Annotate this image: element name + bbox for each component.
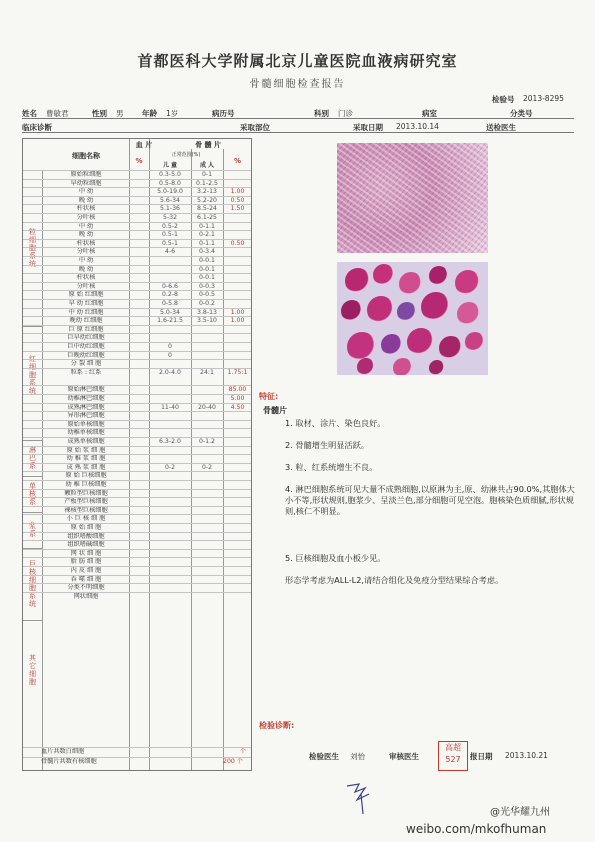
blood-cell	[345, 268, 371, 294]
cell-value: 0-2	[201, 463, 213, 471]
section-label: 红细胞系统	[23, 326, 42, 422]
blood-cell	[341, 300, 363, 322]
cell-name: 网状细胞	[73, 592, 99, 600]
watermark-handle: @光华耀九州	[490, 807, 550, 818]
cell-value: 20-40	[198, 403, 216, 411]
report-title: 骨髓细胞检查报告	[249, 79, 346, 90]
sex-label: 性别	[92, 109, 107, 118]
cell-value: 0-5.8	[161, 300, 178, 307]
blood-cell	[439, 336, 463, 360]
collect-date: 2013.10.14	[396, 122, 439, 131]
total-blood-value: 个	[239, 748, 247, 755]
cell-value: 0	[168, 351, 172, 359]
cell-value: 0-2	[164, 463, 176, 471]
bone-marrow-smear-high-power	[337, 262, 488, 375]
cell-name: 分叶核	[76, 282, 96, 290]
finding-conclusion: 形态学考虑为ALL-L2,请结合组化及免疫分型结果综合考虑。	[285, 575, 504, 585]
lab-no: 2013-8295	[523, 94, 564, 103]
cell-name: 巨晚幼红细胞	[67, 351, 105, 359]
cell-value: 4-6	[164, 248, 176, 256]
blood-cell	[421, 292, 451, 322]
cell-name: 原始粒细胞	[70, 171, 102, 178]
cell-name: 原 始 巨核细胞	[65, 472, 107, 480]
rule-2	[22, 132, 574, 133]
cell-name: 成 熟 浆 细 胞	[66, 463, 106, 471]
dept-label: 科别	[314, 109, 329, 118]
cell-name: 组织嗜酸细胞	[67, 532, 105, 540]
cell-value: 5.1-36	[160, 205, 180, 213]
cell-value: 0.3-5.0	[159, 171, 181, 178]
cell-name: 杆状核	[76, 239, 96, 247]
cell-value: 0.50	[230, 239, 245, 247]
cell-value: 85.00	[228, 386, 247, 394]
cell-name: 早 幼 红细胞	[68, 300, 104, 307]
cell-value: 0-0.1	[198, 265, 215, 273]
blood-cell	[381, 334, 403, 356]
col-pct-marrow: %	[233, 157, 241, 165]
blood-cell	[465, 332, 485, 352]
age-label: 年龄	[142, 109, 157, 118]
patient-sex: 男	[116, 109, 124, 118]
blood-cell	[457, 302, 481, 326]
total-blood-row	[23, 747, 251, 757]
cell-name: 晚 幼	[78, 265, 94, 273]
cell-value: 0-6.6	[161, 282, 178, 290]
cell-name: 巨中幼红细胞	[67, 343, 105, 350]
cell-value: 1.00	[230, 317, 245, 325]
cell-value: 0.50	[230, 196, 245, 204]
section-label: 其它细胞	[23, 620, 42, 718]
cell-name: 中 幼	[78, 188, 94, 196]
cell-value: 5.2-20	[197, 196, 217, 204]
cell-value: 5.6-34	[160, 196, 180, 204]
features-label: 特征:	[259, 392, 279, 401]
tester-label: 检验医生	[309, 752, 339, 761]
stamp-number: 527	[445, 755, 461, 764]
cell-name: 晚 幼	[78, 231, 94, 239]
cell-name: 晚 幼	[78, 196, 94, 204]
patient-dept: 门诊	[338, 109, 353, 118]
cell-name: 早幼粒细胞	[70, 179, 102, 187]
blood-cell	[357, 358, 375, 375]
cell-value: 0-1	[201, 171, 213, 178]
finding-2: 2. 骨髓增生明显活跃。	[285, 440, 370, 450]
cell-value: 1.50	[230, 205, 245, 213]
col-cell-name: 细胞名称	[72, 152, 100, 160]
cell-value: 0-1.1	[198, 222, 215, 230]
diag-label: 临床诊断	[22, 123, 52, 132]
cell-name: 小 巨 核 细 胞	[66, 515, 106, 523]
cell-value: 0.1-2.5	[196, 179, 218, 187]
cell-name: 晚幼 红细胞	[69, 317, 103, 325]
cell-value: 5.00	[230, 395, 245, 402]
blood-cell	[399, 272, 423, 296]
cell-name: 中 幼 红细胞	[68, 308, 104, 316]
site-label: 采取部位	[240, 123, 270, 132]
cell-name: 内 皮 细 胞	[70, 567, 102, 574]
cell-value: 2.0-4.0	[159, 368, 181, 376]
cell-value: 1.00	[230, 188, 245, 196]
cell-name: 中 幼	[78, 222, 94, 230]
cell-value: 6.1-25	[197, 214, 217, 221]
col-blood: 血 片	[135, 141, 153, 149]
total-marrow-label: 骨髓片共数有核细胞	[41, 758, 97, 765]
cell-value: 0-0.1	[198, 257, 215, 264]
total-blood-label: 血片共数白细胞	[41, 748, 85, 755]
patient-age: 1岁	[166, 109, 179, 118]
cell-name: 原 始 红细胞	[68, 291, 104, 299]
cell-value: 0-0.2	[198, 300, 215, 307]
cell-name: 中 幼	[78, 257, 94, 264]
section-label: 浆系	[23, 512, 42, 547]
section-label: 粒细胞系统	[23, 170, 42, 325]
cell-value: 11-40	[161, 403, 179, 411]
report-date-label: 报日期	[470, 752, 493, 761]
finding-5: 5. 巨核细胞及血小板少见。	[285, 553, 386, 563]
cell-value: 3.2-13	[197, 188, 217, 196]
cell-name: 成熟淋巴细胞	[67, 403, 105, 411]
cell-value: 0-3.4	[198, 248, 215, 256]
col-pct-blood: %	[135, 157, 143, 165]
ward-label: 病室	[422, 109, 437, 118]
cell-value: 5-32	[162, 214, 178, 221]
cell-value: 0.5-8.0	[159, 179, 181, 187]
cell-name: 产板型巨核细胞	[64, 498, 108, 506]
reviewer-stamp	[438, 741, 468, 771]
cell-name: 幼稚单核细胞	[67, 429, 105, 437]
cell-value: 0.5-1	[161, 231, 178, 239]
cell-value: 24:1	[200, 368, 214, 376]
cell-count-table	[22, 138, 252, 771]
cell-name: 巨早幼红细胞	[67, 334, 105, 342]
cell-value: 0	[168, 343, 172, 350]
cell-value: 3.8-13	[197, 308, 217, 316]
record-label: 病历号	[212, 109, 235, 118]
stamp-name: 高超	[445, 743, 461, 752]
bone-marrow-label: 骨髓片	[263, 406, 287, 415]
cell-value: 0-1.2	[198, 438, 215, 445]
cell-value: 5.0-19.0	[157, 188, 183, 196]
lab-no-label: 检验号	[492, 95, 515, 104]
blood-cell	[455, 270, 481, 296]
blood-cell	[407, 328, 435, 356]
table-row	[23, 592, 251, 602]
blood-cell	[373, 264, 395, 286]
cell-name: 网 状 细 胞	[70, 549, 102, 557]
cell-value: 8.5-24	[197, 205, 217, 213]
cell-name: 原 始 浆 细 胞	[66, 446, 106, 454]
cell-value: 1.75:1	[227, 368, 248, 376]
blood-cell	[347, 332, 377, 362]
cell-name: 裸核型巨核细胞	[64, 506, 108, 514]
cell-value: 0.5-2	[161, 222, 178, 230]
section-label: 淋巴系	[23, 440, 42, 475]
section-label: 单核系	[23, 476, 42, 511]
blood-cell	[429, 266, 449, 286]
finding-4: 4. 淋巴细胞系统可见大量不成熟细胞,以原淋为主,原、幼淋共占90.0%,其胞体大小不等,形状规则,胞浆少、呈淡兰色,部分细胞可见空泡。胞核染色质细腻,形状规则,核仁不明显。	[285, 484, 575, 516]
cell-value: 0-0.1	[198, 274, 215, 282]
cell-name: 分 裂 细 胞	[70, 360, 102, 368]
cell-name: 分类不明细胞	[67, 584, 105, 592]
cell-value: 1.6-21.5	[157, 317, 183, 325]
cell-name: 幼 稚 巨核细胞	[65, 481, 107, 488]
blood-cell	[367, 296, 395, 324]
patient-name: 曹敏君	[46, 109, 69, 118]
cell-name: 原 始 细 胞	[70, 524, 102, 531]
cell-name: 颗粒型巨核细胞	[64, 489, 108, 497]
finding-3: 3. 粒、红系统增生不良。	[285, 462, 378, 472]
cell-name: 原始淋巴细胞	[67, 386, 105, 394]
tester-name: 刘怡	[350, 752, 365, 761]
cell-value: 0-0.3	[198, 282, 215, 290]
cell-name: 粒系 : 红系	[70, 368, 102, 376]
cell-value: 0.5-1	[161, 239, 178, 247]
total-marrow-row	[23, 757, 251, 767]
cell-name: 巨 原 红细胞	[68, 325, 104, 333]
reviewer-label: 审核医生	[389, 752, 419, 761]
col-normal-range: 正常范围(%)	[171, 152, 201, 158]
cell-value: 0.2-8	[161, 291, 178, 299]
cell-name: 杆状核	[76, 205, 96, 213]
finding-1: 1. 取材、涂片、染色良好。	[285, 418, 386, 428]
cell-name: 组织嗜碱细胞	[67, 541, 105, 549]
cell-name: 成熟单核细胞	[67, 438, 105, 445]
cell-name: 幼 稚 浆 细 胞	[66, 455, 106, 463]
cell-name: 分叶核	[76, 248, 96, 256]
col-adult: 成 人	[199, 162, 215, 169]
class-label: 分类号	[510, 109, 533, 118]
table-row	[23, 368, 251, 378]
cell-value: 1.00	[230, 308, 245, 316]
cell-value: 0-1.1	[198, 239, 215, 247]
report-date: 2013.10.21	[505, 751, 548, 760]
cell-name: 脂 肪 细 胞	[70, 558, 102, 566]
handwritten-signature	[341, 778, 391, 818]
blood-cell	[393, 358, 413, 375]
total-marrow-value: 200 个	[223, 758, 243, 765]
rule-1	[22, 118, 574, 119]
doctor-label: 送检医生	[486, 123, 516, 132]
cell-value: 0-0.5	[198, 291, 215, 299]
cell-value: 6.3-2.0	[159, 438, 181, 445]
cell-value: 4.50	[230, 403, 245, 411]
cell-name: 吞 噬 细 胞	[70, 575, 102, 583]
col-child: 儿 童	[162, 162, 178, 169]
hospital-title: 首都医科大学附属北京儿童医院血液病研究室	[137, 52, 458, 70]
cell-value: 0-2.1	[198, 231, 215, 239]
cell-name: 异形淋巴细胞	[67, 412, 105, 420]
blood-cell	[397, 302, 417, 322]
cell-value: 3.5-10	[197, 317, 217, 325]
diagnosis-label: 检验诊断:	[259, 721, 295, 730]
section-label: 巨核细胞系统	[23, 548, 42, 619]
cell-name: 幼稚淋巴细胞	[67, 395, 105, 402]
cell-name: 杆状核	[76, 274, 96, 282]
cell-value: 5.0-34	[160, 308, 180, 316]
watermark-url: weibo.com/mkofhuman	[406, 822, 547, 836]
date-label: 采取日期	[353, 123, 383, 132]
col-marrow: 骨 髓 片	[195, 141, 221, 149]
cell-name: 分叶核	[76, 214, 96, 221]
bone-marrow-smear-low-power	[337, 143, 488, 253]
name-label: 姓名	[22, 109, 37, 118]
blood-cell	[429, 360, 445, 375]
cell-name: 原始单核细胞	[67, 420, 105, 428]
